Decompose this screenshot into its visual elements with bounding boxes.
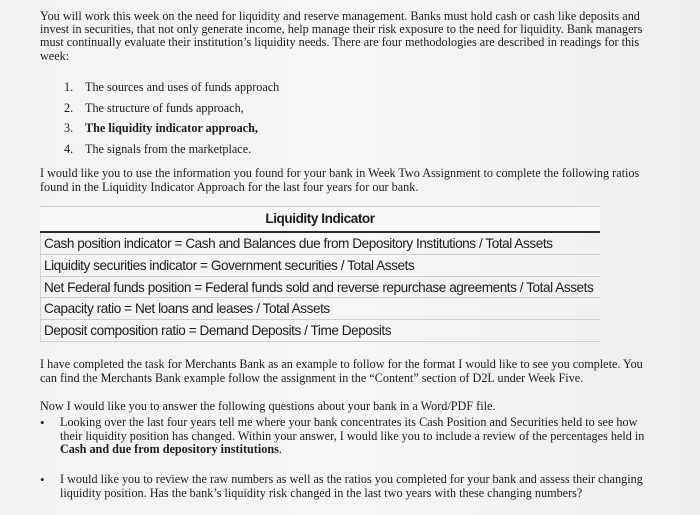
list-number: 1. [64, 80, 74, 94]
list-text: The signals from the marketplace. [85, 141, 252, 156]
bullet-text [60, 416, 660, 457]
question-bullet [40, 416, 660, 457]
list-number: 3. [64, 121, 74, 135]
table-row: Net Federal funds position = Federal funds sold and reverse repurchase agreements / Total Assets [40, 277, 600, 299]
table-row: Liquidity securities indicator = Government securities / Total Assets [40, 255, 600, 277]
instruction-paragraph: I would like you to use the information you found for your bank in Week Two Assignment to complete the following ratios found in the Liquidity Indicator Approach for the last four years for our bank. [40, 166, 640, 194]
methodology-list [64, 80, 279, 162]
list-item [64, 121, 279, 142]
bullet-text-part: Looking over the last four years tell me where your bank concentrates its Cash Position and Securities held to see how their liquidity position has changed. Within your answer, I would like you to include a review of the percentages held in [60, 415, 645, 443]
table-row: Capacity ratio = Net loans and leases / Total Assets [40, 298, 600, 320]
table-title: Liquidity Indicator [40, 206, 600, 233]
list-item [64, 80, 279, 101]
table-row: Deposit composition ratio = Demand Deposits / Time Deposits [40, 320, 600, 342]
example-paragraph: I have completed the task for Merchants Bank as an example to follow for the format I would like to see you complete. You can find the Merchants Bank example follow the assignment in the “Content” section of D2L under Week Five. [40, 357, 643, 385]
list-item [64, 142, 279, 163]
list-number: 2. [64, 100, 74, 115]
table-row: Cash position indicator = Cash and Balances due from Depository Institutions / Total Assets [40, 233, 600, 255]
questions-intro: Now I would like you to answer the following questions about your bank in a Word/PDF file. [40, 399, 496, 413]
liquidity-indicator-table [40, 206, 600, 342]
intro-paragraph: You will work this week on the need for liquidity and reserve management. Banks must hold cash or cash like deposits and invest in securities, that not only generate income, help manage their risk exposure to the need for liquidity. Bank managers must continually evaluate their institution’s liquidity needs. There are four methodologies are described in readings for this week: [40, 9, 643, 63]
question-bullet [40, 473, 660, 500]
bullet-bold-text: Cash and due from depository institutions [60, 442, 279, 456]
bullet-marker: • [40, 415, 45, 430]
list-text: The structure of funds approach, [85, 100, 244, 115]
list-item [64, 101, 279, 122]
bullet-text: I would like you to review the raw numbers as well as the ratios you completed for your bank and assess their changing liquidity position. Has the bank’s liquidity risk changed in the last two years with these changing numbers? [60, 472, 643, 500]
list-number: 4. [64, 141, 74, 156]
bullet-marker: • [40, 472, 45, 487]
list-text: The liquidity indicator approach, [85, 121, 258, 135]
bullet-text-end: . [278, 442, 282, 456]
list-text: The sources and uses of funds approach [85, 80, 280, 94]
